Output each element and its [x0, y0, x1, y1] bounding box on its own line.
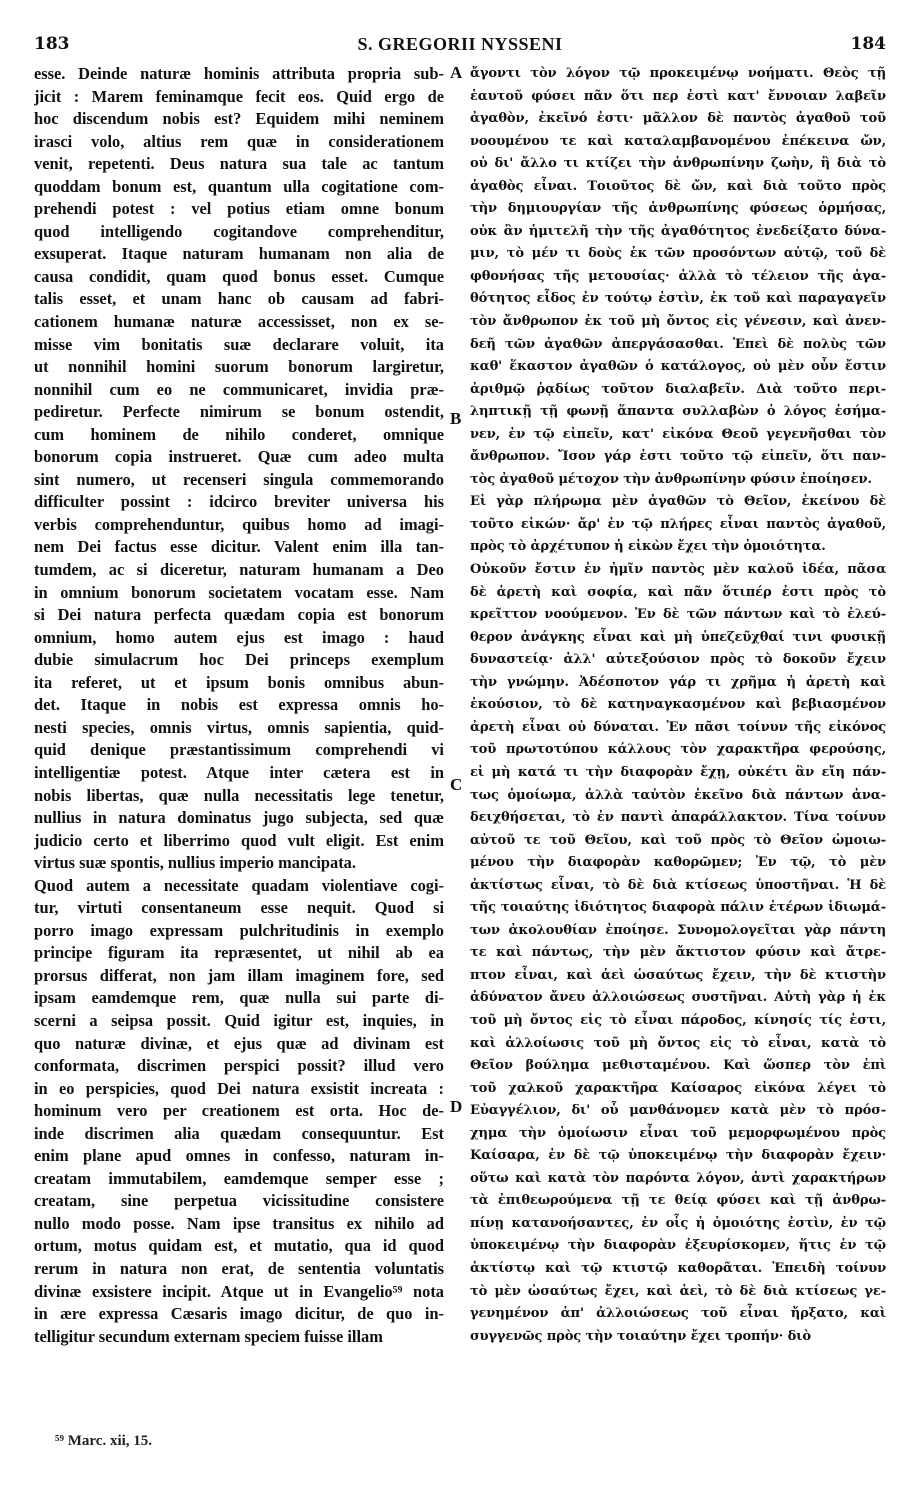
text-line: ipsam eamdemque rem, quæ nulla sui parte di-	[34, 988, 444, 1008]
text-line: jicit : Marem feminamque fecit eos. Quid ergo de	[34, 86, 444, 106]
text-line: nullo modo posse. Nam ipse transitus ex nihilo ad	[34, 1213, 444, 1233]
text-line: ἑκούσιον, τὸ δὲ κατηναγκασμένον καὶ βεβιασμένον	[470, 697, 886, 713]
section-marker-d: D	[450, 1097, 463, 1116]
text-line: quod intelligendo cogitandove comprehenditur,	[34, 221, 444, 241]
text-line: τὸς ἀγαθοῦ μέτοχον τὴν ἀνθρωπίνην φύσιν ἐποίησεν.	[470, 471, 872, 487]
text-line: πρὸς τὸ ἀρχέτυπον ἡ εἰκὼν ἔχει τὴν ὁμοιότητα.	[470, 539, 826, 555]
text-line: creatam immutabilem, eamdemque semper esse ;	[34, 1168, 444, 1188]
greek-column	[470, 63, 886, 1453]
text-line: cum hominem de nihilo conderet, omnique	[34, 424, 444, 444]
text-line: si Dei natura perfecta quædam copia est bonorum	[34, 605, 444, 625]
text-line: οὕτω καὶ κατὰ τὸν παρόντα λόγον, ἀντὶ χαρακτήρων	[470, 1170, 886, 1186]
text-line: νοουμένου τε καὶ καταλαμβανομένου ἐπέκεινα ὤν,	[470, 133, 886, 149]
text-line: irasci volo, altius rem quæ in considerationem	[34, 131, 444, 151]
text-line: venit, repetenti. Deus natura sua tale ac tantum	[34, 154, 444, 174]
text-line: δυναστείᾳ· ἀλλ' αὐτεξούσιον πρὸς τὸ δοκοῦν ἔχειν	[470, 652, 886, 668]
text-line: nem Dei factus esse dicitur. Valent enim illa tan-	[34, 537, 444, 557]
text-line: quo naturæ divinæ, et ejus quæ ad divinam est	[34, 1033, 444, 1053]
text-line: οὐκ ἂν ἡμιτελῆ τὴν τῆς ἀγαθότητος ἐνεδείξατο δύνα-	[470, 223, 886, 239]
latin-column	[34, 63, 444, 1453]
text-line: prorsus differat, non jam illam imaginem fore, sed	[34, 965, 444, 985]
text-line: difficulter possint : idcirco breviter universa his	[34, 492, 444, 512]
text-line: πίνῃ κατανοήσαντες, ἐν οἷς ἡ ὁμοιότης ἐστὶν, ἐν τῷ	[470, 1215, 886, 1231]
text-line: τὰ ἐπιθεωρούμενα τῇ τε θείᾳ φύσει καὶ τῇ ἀνθρω-	[470, 1193, 886, 1209]
text-line: Quod autem a necessitate quadam violentiave cogi-	[34, 875, 444, 895]
text-line: ut nonnihil homini suorum bonorum largiretur,	[34, 357, 444, 377]
section-marker-a: A	[450, 63, 463, 82]
text-line: principe figuram ita repræsentet, ut nihil ab ea	[34, 943, 444, 963]
text-line: γενημένον ἀπ' ἀλλοιώσεως τοῦ εἶναι ἤρξατο, καὶ	[470, 1306, 886, 1322]
text-line: causa condidit, quam quod bonus esset. Cumque	[34, 266, 444, 286]
text-line: nobis libertas, quæ nulla necessitatis lege tenetur,	[34, 785, 444, 805]
text-line: Εἰ γὰρ πλήρωμα μὲν ἀγαθῶν τὸ Θεῖον, ἐκείνου δὲ	[470, 494, 886, 510]
text-line: in ære expressa Cæsaris imago dicitur, de quo in-	[34, 1304, 444, 1324]
text-line: creatam, sine perpetua vicissitudine consistere	[34, 1191, 444, 1211]
text-line: εἰ μὴ κατά τι τὴν διαφορὰν ἔχῃ, οὐκέτι ἂν εἴη πάν-	[470, 764, 886, 780]
text-line: verbis comprehenduntur, quibus homo ad imagi-	[34, 514, 444, 534]
running-header	[34, 34, 886, 64]
text-line: scerni a seipsa possit. Quid igitur est, inquies, in	[34, 1010, 444, 1030]
text-line: τὸ μὲν ὡσαύτως ἔχει, καὶ ἀεὶ, τὸ δὲ διὰ κτίσεως γε-	[470, 1283, 886, 1299]
text-line: καὶ ἀλλοίωσις τοῦ μὴ ὄντος εἰς τὸ εἶναι, κατὰ τὸ	[470, 1035, 886, 1051]
text-line: conformata, discrimen perspici possit? illud vero	[34, 1056, 444, 1076]
text-line: ἀγαθὸς εἶναι. Τοιοῦτος δὲ ὤν, καὶ διὰ τοῦτο πρὸς	[470, 178, 886, 194]
text-line: divinæ exsistere incipit. Atque ut in Evangelio⁵⁹ nota	[34, 1281, 444, 1301]
text-line: Καίσαρα, ἐν δὲ τῷ ὑποκειμένῳ τὴν διαφορὰν ἔχειν·	[470, 1148, 886, 1164]
text-line: νεν, ἐν τῷ εἰπεῖν, κατ' εἰκόνα Θεοῦ γεγενῆσθαι τὸν	[470, 426, 886, 442]
text-line: χημα τὴν ὁμοίωσιν εἶναι τοῦ μεμορφωμένου πρὸς	[470, 1125, 886, 1141]
text-line: Θεῖον βούλημα μεθισταμένου. Καὶ ὥσπερ τὸν ἐπὶ	[470, 1058, 886, 1074]
text-line: nullius in natura dominatus jugo subjecta, sed quæ	[34, 808, 444, 828]
text-line: rerum in natura non erat, de sententia voluntatis	[34, 1258, 444, 1278]
text-line: μιν, τὸ μέν τι δοὺς ἐκ τῶν προσόντων αὐτῷ, τοῦ δὲ	[470, 246, 886, 262]
text-line: sint numero, ut recenseri singula commemorando	[34, 469, 444, 489]
text-line: μένου τὴν διαφορὰν καθορῶμεν; Ἐν τῷ, τὸ μὲν	[470, 855, 886, 871]
text-line: inde discrimen alia quædam consequuntur. Est	[34, 1123, 444, 1143]
text-line: bonorum copia instrueret. Quæ cum adeo multa	[34, 447, 444, 467]
text-line: τε καὶ πάντως, τὴν μὲν ἄκτιστον φύσιν καὶ ἄτρε-	[470, 945, 886, 961]
text-line: dubie simulacrum hoc Dei princeps exemplum	[34, 650, 444, 670]
text-line: det. Itaque in nobis est expressa omnis ho-	[34, 695, 444, 715]
text-line: ἀγαθὸν, ἐκεῖνό ἐστι· μᾶλλον δὲ παντὸς ἀγαθοῦ τοῦ	[470, 111, 886, 127]
text-line: quid denique præstantissimum comprehendi vi	[34, 740, 444, 760]
text-line: virtus suæ spontis, nullius imperio mancipata.	[34, 853, 356, 873]
text-line: των ἀκολουθίαν ἐποίησε. Συνομολογεῖται γὰρ πάντη	[470, 922, 886, 938]
text-line: nonnihil cum eo ne communicaret, invidia præ-	[34, 379, 444, 399]
text-line: δεῆ τῶν ἀγαθῶν ἀπεργάσασθαι. Ἐπεὶ δὲ πολὺς τῶν	[470, 336, 886, 352]
text-line: ortum, motus quidam est, et mutatio, qua id quod	[34, 1236, 444, 1256]
page-number-right: 184	[850, 34, 886, 54]
text-line: telligitur secundum externam speciem fuisse illam	[34, 1326, 383, 1346]
text-line: prehendi potest : vel potius etiam omne bonum	[34, 199, 444, 219]
text-line: hominum vero per creationem est orta. Hoc de-	[34, 1101, 444, 1121]
text-line: συγγενῶς πρὸς τὴν τοιαύτην ἔχει τροπήν· διὸ	[470, 1328, 811, 1344]
text-line: τὴν γνώμην. Ἀδέσποτον γάρ τι χρῆμα ἡ ἀρετὴ καὶ	[470, 674, 886, 690]
text-line: tur, virtuti consentaneum esse nequit. Quod si	[34, 898, 444, 918]
section-marker-c: C	[450, 775, 463, 794]
text-line: ἀριθμῷ ῥᾳδίως τοῦτον διαλαβεῖν. Διὰ τοῦτο περι-	[470, 381, 886, 397]
text-line: pediretur. Perfecte nimirum se bonum ostendit,	[34, 402, 444, 422]
text-line: τοῦ μὴ ὄντος εἰς τὸ εἶναι πάροδος, κίνησίς τίς ἐστι,	[470, 1012, 886, 1028]
text-line: θότητος εἶδος ἐν τούτῳ ἐστὶν, ἐκ τοῦ καὶ παραγαγεῖν	[470, 291, 886, 307]
text-line: omnium, homo autem ejus est imago : haud	[34, 627, 444, 647]
text-line: ὑποκειμένῳ τὴν διαφορὰν ἐξευρίσκομεν, ἥτις ἐν τῷ	[470, 1238, 886, 1254]
text-line: ἑαυτοῦ φύσει πᾶν ὅτι περ ἐστὶ κατ' ἔννοιαν λαβεῖν	[470, 88, 886, 104]
text-line: ἀκτίστῳ καὶ τῷ κτιστῷ καθορᾶται. Ἐπειδὴ τοίνυν	[470, 1260, 886, 1276]
text-line: exsuperat. Itaque naturam humanam non alia de	[34, 244, 444, 264]
text-line: tumdem, ac si diceretur, naturam humanam a Deo	[34, 560, 444, 580]
text-line: δειχθήσεται, τὸ ἐν παντὶ ἀπαράλλακτον. Τίνα τοίνυν	[470, 810, 886, 826]
text-line: talis esset, et unam hanc ob causam ad fabri-	[34, 289, 444, 309]
text-line: οὐ δι' ἄλλο τι κτίζει τὴν ἀνθρωπίνην ζωὴν, ἢ διὰ τὸ	[470, 156, 886, 172]
text-line: ἀδύνατον ἄνευ ἀλλοιώσεως συστῆναι. Αὐτὴ γὰρ ἡ ἐκ	[470, 990, 886, 1006]
running-title: S. GREGORII NYSSENI	[357, 34, 563, 54]
text-line: ἄγοντι τὸν λόγον τῷ προκειμένῳ νοήματι. Θεὸς τῇ	[470, 66, 886, 81]
text-line: τὸν ἄνθρωπον ἐκ τοῦ μὴ ὄντος εἰς γένεσιν, καὶ ἀνεν-	[470, 314, 886, 330]
text-line: Οὐκοῦν ἔστιν ἐν ἡμῖν παντὸς μὲν καλοῦ ἰδέα, πᾶσα	[470, 562, 886, 578]
text-line: nesti species, omnis virtus, omnis sapientia, quid-	[34, 717, 444, 737]
text-line: misse vim bonitatis suæ declarare voluit, ita	[34, 334, 444, 354]
text-line: ἀκτίστως εἶναι, τὸ δὲ διὰ κτίσεως ὑποστῆναι. Ἡ δὲ	[470, 877, 886, 893]
text-line: φθονήσας τῆς μετουσίας· ἀλλὰ τὸ τέλειον τῆς ἀγα-	[470, 268, 886, 284]
text-line: τὴν δημιουργίαν τῆς ἀνθρωπίνης φύσεως ὁρμήσας,	[470, 201, 886, 217]
text-line: in omnium bonorum societatem vocatam esse. Nam	[34, 582, 444, 602]
text-line: θερον ἀνάγκης εἶναι καὶ μὴ ὑπεζεῦχθαί τινι φυσικῇ	[470, 629, 886, 645]
text-line: δὲ ἀρετὴ καὶ σοφία, καὶ πᾶν ὅτιπέρ ἐστι πρὸς τὸ	[470, 584, 886, 600]
text-line: intelligentiæ potest. Atque inter cætera est in	[34, 762, 444, 782]
text-line: ita referet, ut et ipsum bonis omnibus abun-	[34, 672, 444, 692]
text-line: ἀρετὴ εἶναι οὐ δύναται. Ἐν πᾶσι τοίνυν τῆς εἰκόνος	[470, 719, 886, 735]
text-line: τοῦ πρωτοτύπου κάλλους τὸν χαρακτῆρα φερούσης,	[470, 742, 886, 758]
text-line: τῆς τοιαύτης ἰδιότητος διαφορὰ πάλιν ἑτέρων ἰδιωμά-	[470, 900, 886, 916]
section-marker-b: B	[450, 409, 462, 428]
text-line: τοῦ χαλκοῦ χαρακτῆρα Καίσαρος εἰκόνα λέγει τὸ	[470, 1080, 886, 1096]
text-line: καθ' ἕκαστον ἀγαθῶν ὁ κατάλογος, οὐ μὲν οὖν ἔστιν	[470, 359, 886, 375]
text-line: τοῦτο εἰκών· ἄρ' ἐν τῷ πλήρες εἶναι παντὸς ἀγαθοῦ,	[470, 516, 886, 532]
text-line: αὐτοῦ τε τοῦ Θεῖου, καὶ τοῦ πρὸς τὸ Θεῖον ὡμοιω-	[470, 832, 886, 848]
text-line: judicio certo et liberrimo quod vult eligit. Est enim	[34, 830, 444, 850]
text-line: porro imago expressam pulchritudinis in exemplo	[34, 920, 444, 940]
page-number-left: 183	[34, 34, 70, 54]
text-line: quoddam bonum est, quantum ulla cogitatione com-	[34, 176, 444, 196]
text-line: πτον εἶναι, καὶ ἀεὶ ὡσαύτως ἔχειν, τὴν δὲ κτιστὴν	[470, 967, 886, 983]
text-line: in eo perspicies, quod Dei natura exsistit increata :	[34, 1078, 444, 1098]
text-line: esse. Deinde naturæ hominis attributa propria sub-	[34, 64, 444, 83]
text-line: κρεῖττον νοούμενον. Ἐν δὲ τῶν πάντων καὶ τὸ ἐλεύ-	[470, 607, 886, 623]
text-line: enim plane apud omnes in confesso, naturam in-	[34, 1146, 444, 1166]
text-line: ληπτικῇ τῇ φωνῇ ἅπαντα συλλαβὼν ὁ λόγος ἐσήμα-	[470, 404, 886, 420]
text-line: Εὐαγγέλιον, δι' οὗ μανθάνομεν κατὰ μὲν τὸ πρόσ-	[470, 1103, 886, 1119]
footnote: ⁵⁹ Marc. xii, 15.	[55, 1433, 153, 1449]
text-line: hoc discendum nobis est? Equidem mihi neminem	[34, 109, 444, 129]
text-line: cationem humanæ naturæ accessisset, non ex se-	[34, 312, 444, 332]
text-line: τως ὁμοίωμα, ἀλλὰ ταὐτὸν ἐκεῖνο διὰ πάντων ἀνα-	[470, 787, 886, 803]
text-line: ἄνθρωπον. Ἴσον γάρ ἐστι τοῦτο τῷ εἰπεῖν, ὅτι παν-	[470, 449, 886, 465]
